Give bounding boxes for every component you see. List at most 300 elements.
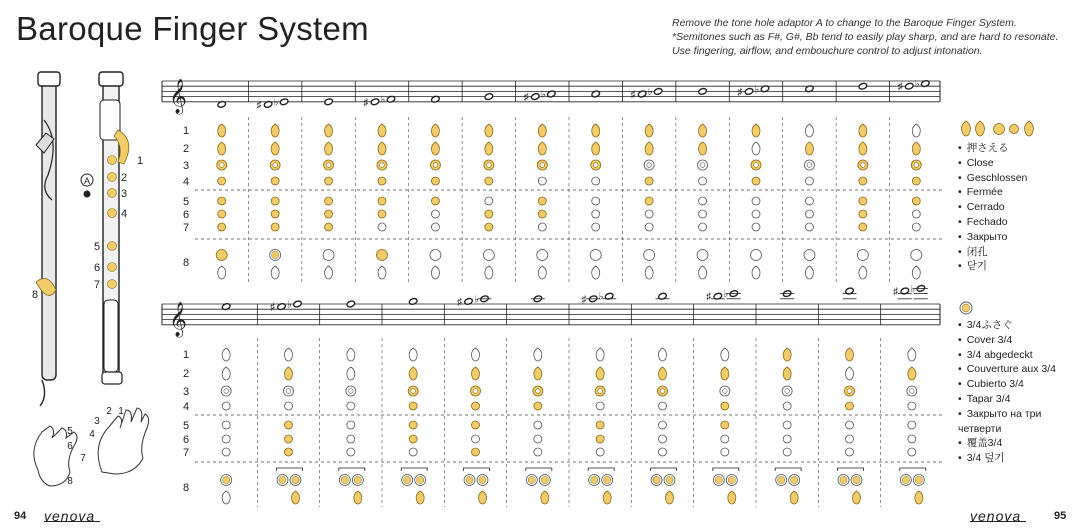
sharp-sign: ♯ [363,97,369,109]
hole-3-11 [908,402,916,410]
legend-three-quarter-item: • Cover 3/4 [958,333,1068,348]
hole-7-0 [216,250,227,261]
hand-finger-5: 5 [67,426,73,437]
hole-4-6 [596,421,604,429]
hole-5-11 [908,435,916,443]
hole-7-13 [911,250,922,261]
hole-5-5 [485,210,493,218]
hole-7-5-drop [485,266,493,279]
hole-5-3 [409,435,417,443]
hole-6-7 [659,448,667,456]
hole-7-3-drop [416,491,424,504]
hole-5-8 [645,210,653,218]
hole-5-9 [783,435,791,443]
note-line-2: *Semitones such as F#, G#, Bb tend to easily play sharp, and are hard to resonate. [672,31,1059,43]
hole-4-8 [721,421,729,429]
hand-finger-2: 2 [106,406,112,417]
flat-sign: ♭ [380,94,386,106]
hole-2-9-inner [700,163,705,168]
hole-2-6-inner [540,163,545,168]
legend-three-quarter-item: • 3/4 abgedeckt [958,348,1068,363]
hole-7-4-bracket [464,468,490,471]
hole-7-6-drop [603,491,611,504]
hole-2-6-inner [598,389,603,394]
tone-hole-1 [108,156,117,165]
hole-4-13 [912,197,920,205]
row-label-8: 8 [182,257,190,269]
hole-6-10 [752,223,760,231]
note-head [905,82,914,90]
hole-6-6 [538,223,546,231]
hole-6-13 [912,223,920,231]
hole-1-0 [218,142,226,155]
hole-3-9 [783,402,791,410]
tone-hole-7 [108,280,117,289]
hand-finger-3: 3 [94,416,100,427]
hole-3-12 [859,177,867,185]
hole-1-10 [752,142,760,155]
row-label-8: 8 [182,482,190,494]
hole-1-12 [859,142,867,155]
hole-7-2-drop [354,491,362,504]
hole-7-2-bracket [339,468,365,471]
hole-4-11 [805,197,813,205]
hole-7-6-quarter [591,476,598,483]
hole-6-2 [347,448,355,456]
hole-2-2-inner [326,163,331,168]
hole-label-8: 8 [31,289,39,301]
hole-7-8-bracket [713,468,739,471]
hole-4-10 [752,197,760,205]
row-label-2: 2 [182,143,190,155]
hole-4-5 [534,421,542,429]
hole-7-1-quarter [272,251,279,258]
hole-3-4 [431,177,439,185]
hole-7-10-quarter [853,476,860,483]
hole-7-3-quarter [404,476,411,483]
flat-sign: ♭ [474,294,479,306]
legend-close [958,141,1027,274]
hole-7-10 [751,250,762,261]
hole-7-7-drop [592,266,600,279]
hole-7-11-quarter [915,476,922,483]
flat-sign: ♭ [540,89,546,101]
page-title: Baroque Finger System [16,10,369,47]
hole-3-6 [596,402,604,410]
hole-1-6 [596,367,604,380]
hole-7-11-drop [805,266,813,279]
hole-7-10-quarter [840,476,847,483]
legend-key-closed-icon [1025,121,1034,136]
hole-1-11 [805,142,813,155]
flat-sign: ♭ [723,289,729,301]
hole-2-10-inner [847,389,852,394]
legend-three-quarter [958,318,1068,466]
hole-5-12 [859,210,867,218]
hole-4-10 [846,421,854,429]
hole-5-10 [752,210,760,218]
hole-2-3-inner [380,163,385,168]
hole-4-8 [645,197,653,205]
hole-7-1-drop [292,491,300,504]
hole-3-6 [538,177,546,185]
legend-close-item: • Geschlossen [958,171,1027,186]
flat-sign: ♭ [273,97,279,109]
legend-thumb-closed-icon [962,121,971,136]
hole-0-2 [347,348,355,361]
hole-7-1-quarter [292,476,299,483]
hole-0-6 [538,124,546,137]
legend-three-quarter-item: • 3/4ふさぐ [958,318,1068,333]
treble-clef: 𝄞 [169,302,187,336]
legend-close-item: • Fermée [958,185,1027,200]
hole-0-1 [285,348,293,361]
row-label-6: 6 [182,209,190,221]
hole-1-5 [485,142,493,155]
hole-6-3 [409,448,417,456]
hole-7-4-drop [431,266,439,279]
adaptor-hole [84,191,91,198]
hole-5-6 [538,210,546,218]
hole-4-3 [409,421,417,429]
note-head [293,300,302,308]
hole-7-7-drop [666,491,674,504]
hole-0-11 [805,124,813,137]
hole-5-13 [912,210,920,218]
hole-3-3 [378,177,386,185]
note-head [324,98,333,106]
hand-finger-7: 7 [80,453,86,464]
page-number-right: 95 [1054,510,1067,522]
hole-1-8 [645,142,653,155]
hole-4-5 [485,197,493,205]
hole-label-1: 1 [136,155,144,167]
hole-3-1 [285,402,293,410]
treble-clef: 𝄞 [169,79,187,113]
legend-hole3-closed-icon [994,124,1005,135]
note-head [653,87,662,95]
hole-label-6: 6 [93,262,101,274]
hole-7-9-bracket [775,468,801,471]
hole-0-8 [721,348,729,361]
hole-2-1-inner [273,163,278,168]
hole-3-0 [222,402,230,410]
hole-5-7 [659,435,667,443]
sharp-sign: ♯ [581,294,587,306]
hole-7-10-bracket [838,468,864,471]
hole-2-13-inner [914,163,919,168]
hole-5-8 [721,435,729,443]
hole-3-9 [699,177,707,185]
hole-7-5 [483,250,494,261]
hole-5-7 [592,210,600,218]
hole-6-7 [592,223,600,231]
hole-5-9 [699,210,707,218]
hole-label-7: 7 [93,279,101,291]
note-head [858,82,867,90]
hole-7-1-drop [271,266,279,279]
hole-6-6 [596,448,604,456]
hole-6-12 [859,223,867,231]
hole-7-5-quarter [541,476,548,483]
note-head [698,87,707,95]
hole-7-3-quarter [417,476,424,483]
sharp-sign: ♯ [893,286,899,298]
hole-0-4 [431,124,439,137]
hole-5-2 [325,210,333,218]
hole-7-1-quarter [279,476,286,483]
hole-2-10-inner [754,163,759,168]
hole-7-2-quarter [354,476,361,483]
hole-7-9-quarter [791,476,798,483]
hole-7-5-quarter [528,476,535,483]
legend-finger-closed-icon [976,121,985,136]
hole-7-2 [323,250,334,261]
hole-0-11 [908,348,916,361]
hole-7-4-quarter [479,476,486,483]
tone-hole-3 [108,189,117,198]
hole-6-0 [222,448,230,456]
hole-6-5 [485,223,493,231]
legend-close-item: • Закрыто [958,230,1027,245]
brand-logo-right: venova [970,508,1026,522]
hole-3-10 [752,177,760,185]
hole-5-6 [596,435,604,443]
legend-three-quarter-item: • 3/4 덮기 [958,451,1068,466]
flat-sign: ♭ [598,291,604,303]
hole-7-7-quarter [666,476,673,483]
hole-7-8-drop [728,491,736,504]
hole-6-8 [721,448,729,456]
hole-3-7 [659,402,667,410]
sharp-sign: ♯ [897,81,903,93]
row-label-5: 5 [182,196,190,208]
hole-0-6 [596,348,604,361]
flat-sign: ♭ [754,84,760,96]
hole-2-5-inner [487,163,492,168]
hole-3-8 [721,402,729,410]
note-head [370,98,379,106]
legend-three-quarter-item: • Couverture aux 3/4 [958,362,1068,377]
hole-5-1 [285,435,293,443]
legend-close-item: • Fechado [958,215,1027,230]
hole-5-1 [271,210,279,218]
hole-4-0 [218,197,226,205]
hole-0-8 [645,124,653,137]
row-label-3: 3 [182,160,190,172]
sharp-sign: ♯ [630,89,636,101]
row-label-3: 3 [182,386,190,398]
hole-label-3: 3 [120,188,128,200]
hole-6-11 [805,223,813,231]
legend-close-item: • Cerrado [958,200,1027,215]
hole-6-3 [378,223,386,231]
hole-7-4 [430,250,441,261]
tone-hole-6 [108,263,117,272]
hole-7-11-bracket [900,468,926,471]
legend-close-item: • 闭孔 [958,245,1027,260]
hole-7-6-bracket [588,468,614,471]
hole-1-1 [271,142,279,155]
hole-0-0 [218,124,226,137]
hole-7-3-drop [378,266,386,279]
hole-2-5-inner [536,389,541,394]
hole-5-3 [378,210,386,218]
hole-6-8 [645,223,653,231]
hole-1-6 [538,142,546,155]
hole-3-3 [409,402,417,410]
hole-7-8-quarter [728,476,735,483]
note-head [279,98,288,106]
row-label-7: 7 [182,447,190,459]
hole-2-2-inner [349,389,354,394]
hole-4-7 [659,421,667,429]
hole-1-11 [908,367,916,380]
hole-0-9 [699,124,707,137]
hand-diagram [34,408,149,486]
hole-0-2 [325,124,333,137]
hole-4-11 [908,421,916,429]
hole-7-0-drop [222,491,230,504]
hole-3-8 [645,177,653,185]
hole-4-1 [271,197,279,205]
hole-6-4 [431,223,439,231]
hand-finger-1: 1 [118,406,124,417]
hole-3-13 [912,177,920,185]
brand-logo-left: venova [44,508,100,522]
hole-7-3 [377,250,388,261]
hole-4-4 [472,421,480,429]
hole-7-10-drop [752,266,760,279]
hole-6-4 [472,448,480,456]
hole-4-6 [538,197,546,205]
hole-1-7 [659,367,667,380]
hole-6-9 [699,223,707,231]
hole-6-2 [325,223,333,231]
hole-label-2: 2 [120,172,128,184]
sharp-sign: ♯ [523,92,529,104]
hole-7-8 [644,250,655,261]
hole-0-5 [534,348,542,361]
hole-2-8-inner [647,163,652,168]
hole-4-9 [699,197,707,205]
hole-6-5 [534,448,542,456]
page-number-left: 94 [14,510,27,522]
hole-5-4 [431,210,439,218]
hole-7-4-quarter [466,476,473,483]
hole-2-11-inner [807,163,812,168]
hole-7-7-bracket [651,468,677,471]
sharp-sign: ♯ [737,86,743,98]
hole-0-1 [271,124,279,137]
hole-3-2 [325,177,333,185]
hole-6-11 [908,448,916,456]
hole-3-11 [805,177,813,185]
hole-2-1-inner [286,389,291,394]
row-label-5: 5 [182,420,190,432]
sharp-sign: ♯ [457,296,462,308]
hole-1-2 [347,367,355,380]
hole-2-4-inner [433,163,438,168]
hole-5-11 [805,210,813,218]
hole-6-1 [285,448,293,456]
hole-7-8-drop [645,266,653,279]
hole-6-1 [271,223,279,231]
hole-0-9 [783,348,791,361]
hole-1-0 [222,367,230,380]
hole-7-6 [537,250,548,261]
note-head [346,300,355,308]
hole-6-9 [783,448,791,456]
hand-finger-6: 6 [67,441,73,452]
hole-2-3-inner [411,389,416,394]
hole-4-0 [222,421,230,429]
hole-7-11 [804,250,815,261]
hole-0-3 [378,124,386,137]
hole-7-6-drop [538,266,546,279]
hand-finger-8: 8 [67,476,73,487]
note-head [484,93,493,101]
hole-2-9-inner [785,389,790,394]
hole-4-12 [859,197,867,205]
hole-3-7 [592,177,600,185]
tone-hole-5 [108,242,117,251]
row-label-4: 4 [182,401,190,413]
hole-1-7 [592,142,600,155]
hole-1-4 [472,367,480,380]
hole-2-8-inner [723,389,728,394]
hole-7-9-drop [699,266,707,279]
row-label-1: 1 [182,125,190,137]
hole-4-7 [592,197,600,205]
hole-3-0 [218,177,226,185]
hole-7-6-quarter [604,476,611,483]
hole-3-5 [534,402,542,410]
hole-7-1-bracket [277,468,303,471]
hole-2-0-inner [224,389,229,394]
hole-7-11-quarter [902,476,909,483]
hole-3-4 [472,402,480,410]
flat-sign: ♭ [287,299,292,311]
hole-7-3-bracket [401,468,427,471]
legend-three-quarter-item: • 覆盖3/4 [958,436,1068,451]
sharp-sign: ♯ [706,291,712,303]
legend-three-quarter-item: • Закрыто на три четверти [958,407,1068,437]
row-label-4: 4 [182,176,190,188]
hole-1-4 [431,142,439,155]
adaptor-label: A [83,176,91,186]
row-label-6: 6 [182,434,190,446]
tone-hole-4 [108,209,117,218]
hole-5-0 [222,435,230,443]
flat-sign: ♭ [914,79,920,91]
legend-three-quarter-item: • Tapar 3/4 [958,392,1068,407]
hole-7-2-drop [325,266,333,279]
hole-0-10 [752,124,760,137]
hole-7-7-quarter [653,476,660,483]
hole-6-10 [846,448,854,456]
hole-3-10 [846,402,854,410]
hole-1-2 [325,142,333,155]
hole-2-7-inner [593,163,598,168]
hole-7-10-drop [853,491,861,504]
hole-5-0 [218,210,226,218]
flat-sign: ♭ [910,283,916,295]
hole-7-11-drop [915,491,923,504]
legend-close-item: • Close [958,156,1027,171]
hole-0-3 [409,348,417,361]
hole-7-2-quarter [341,476,348,483]
